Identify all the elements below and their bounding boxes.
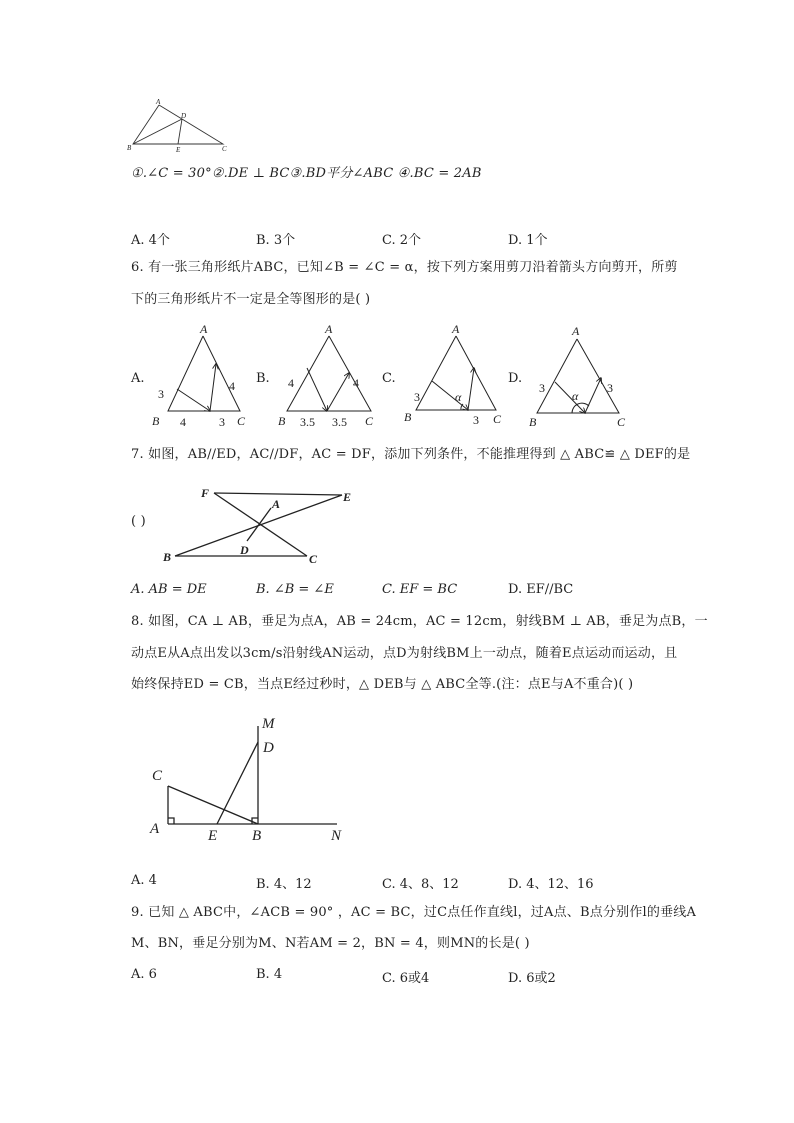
q5-option-c[interactable]: C. 2个 [382, 233, 422, 248]
q6b-num-4-left: 4 [288, 376, 294, 390]
q7-label-E: E [343, 490, 352, 504]
q5-option-b[interactable]: B. 3个 [256, 233, 296, 248]
q6-option-b[interactable]: B. [256, 371, 270, 386]
q5-label-C: C [222, 145, 227, 153]
q6-figure-d [527, 322, 637, 430]
q5-figure [125, 98, 235, 154]
q6-figure-b [278, 322, 388, 430]
q6d-alpha: α [572, 389, 579, 403]
q9-option-c[interactable]: C. 6或4 [382, 971, 430, 986]
q8-stem-line2: 动点E从A点出发以3cm/s沿射线AN运动，点D为射线BM上一动点，随着E点运动而运动，且 [131, 646, 678, 661]
q6c-label-C: C [493, 412, 502, 426]
q6-option-d[interactable]: D. [508, 371, 523, 386]
q7-label-D: D [240, 543, 249, 557]
q8-stem-line3: 始终保持ED = CB，当点E经过秒时，△ DEB与 △ ABC全等.(注：点E与A不重合)( ) [131, 677, 634, 692]
q7-label-A: A [272, 497, 281, 511]
q6a-label-A: A [200, 322, 208, 336]
q6-stem-line1: 6. 有一张三角形纸片ABC，已知∠B = ∠C = α，按下列方案用剪刀沿着箭头方向剪开，所剪 [131, 260, 678, 275]
q6a-num-4-bottom: 4 [180, 415, 186, 429]
q7-label-B: B [163, 550, 172, 564]
q6d-label-C: C [617, 415, 626, 429]
q5-label-D: D [181, 112, 187, 120]
q8-label-C: C [152, 768, 163, 784]
q5-option-a[interactable]: A. 4个 [131, 233, 170, 248]
q8-option-a[interactable]: A. 4 [131, 873, 157, 888]
q6-figure-c [402, 322, 512, 430]
q6d-num-3-left: 3 [539, 381, 545, 395]
q5-option-d[interactable]: D. 1个 [508, 233, 548, 248]
q8-label-N: N [331, 828, 342, 844]
q6a-label-B: B [152, 414, 160, 428]
q8-stem-line1: 8. 如图，CA ⊥ AB，垂足为点A，AB = 24cm，AC = 12cm，射线BM ⊥ AB，垂足为点B，一 [131, 614, 708, 629]
q6d-label-A: A [572, 324, 580, 338]
q6a-label-C: C [237, 414, 246, 428]
q6b-num-4-right: 4 [353, 376, 359, 390]
q9-stem-line2: M、BN，垂足分别为M、N若AM = 2，BN = 4，则MN的长是( ) [131, 936, 530, 951]
q6c-label-A: A [452, 322, 460, 336]
q7-stem-line1: 7. 如图，AB//ED，AC//DF，AC = DF，添加下列条件，不能推理得到 △ ABC≌ △ DEF的是 [131, 447, 691, 462]
q7-option-b[interactable]: B. ∠B = ∠E [256, 582, 334, 597]
q9-option-b[interactable]: B. 4 [256, 967, 283, 982]
q6b-label-C: C [365, 414, 374, 428]
q5-statements: ①.∠C = 30°②.DE ⊥ BC③.BD平分∠ABC ④.BC = 2AB [131, 166, 482, 181]
q6-option-c[interactable]: C. [382, 371, 396, 386]
q6c-label-B: B [404, 410, 412, 424]
q5-label-E: E [176, 146, 181, 154]
q9-stem-line1: 9. 已知 △ ABC中，∠ACB = 90° ，AC = BC，过C点任作直线l，过A点、B点分别作l的垂线A [131, 905, 697, 920]
q8-label-A: A [150, 821, 160, 837]
q6-figure-a [148, 322, 258, 430]
q7-option-c[interactable]: C. EF = BC [382, 582, 458, 597]
q8-label-M: M [262, 716, 275, 732]
q6a-num-3-bottom: 3 [219, 415, 225, 429]
q7-label-F: F [201, 486, 210, 500]
q6-stem-line2: 下的三角形纸片不一定是全等图形的是( ) [131, 292, 371, 307]
q6c-num-3-bottom: 3 [473, 413, 479, 427]
q8-option-b[interactable]: B. 4、12 [256, 877, 312, 892]
q6b-label-B: B [278, 414, 286, 428]
q8-figure [145, 712, 355, 847]
q8-label-D: D [263, 740, 274, 756]
q6a-num-3: 3 [158, 387, 164, 401]
q8-option-d[interactable]: D. 4、12、16 [508, 877, 594, 892]
q5-label-B: B [127, 144, 132, 152]
q6b-label-A: A [325, 322, 333, 336]
q6-option-a[interactable]: A. [131, 371, 145, 386]
q7-label-C: C [309, 552, 318, 566]
q5-label-A: A [156, 98, 161, 106]
q7-option-d[interactable]: D. EF//BC [508, 582, 574, 597]
q6a-num-4-right: 4 [229, 379, 235, 393]
q8-label-B: B [252, 828, 262, 844]
q7-paren: ( ) [131, 514, 146, 529]
q6c-alpha: α [455, 390, 462, 404]
q6d-label-B: B [529, 415, 537, 429]
q6b-num-35-left: 3.5 [300, 415, 315, 429]
q6d-num-3-right: 3 [607, 381, 613, 395]
q6c-num-3-left: 3 [414, 390, 420, 404]
q7-figure [160, 484, 365, 569]
q9-option-a[interactable]: A. 6 [131, 967, 157, 982]
q8-label-E: E [208, 828, 218, 844]
q7-option-a[interactable]: A. AB = DE [131, 582, 207, 597]
q8-option-c[interactable]: C. 4、8、12 [382, 877, 459, 892]
q6b-num-35-right: 3.5 [332, 415, 347, 429]
q9-option-d[interactable]: D. 6或2 [508, 971, 556, 986]
